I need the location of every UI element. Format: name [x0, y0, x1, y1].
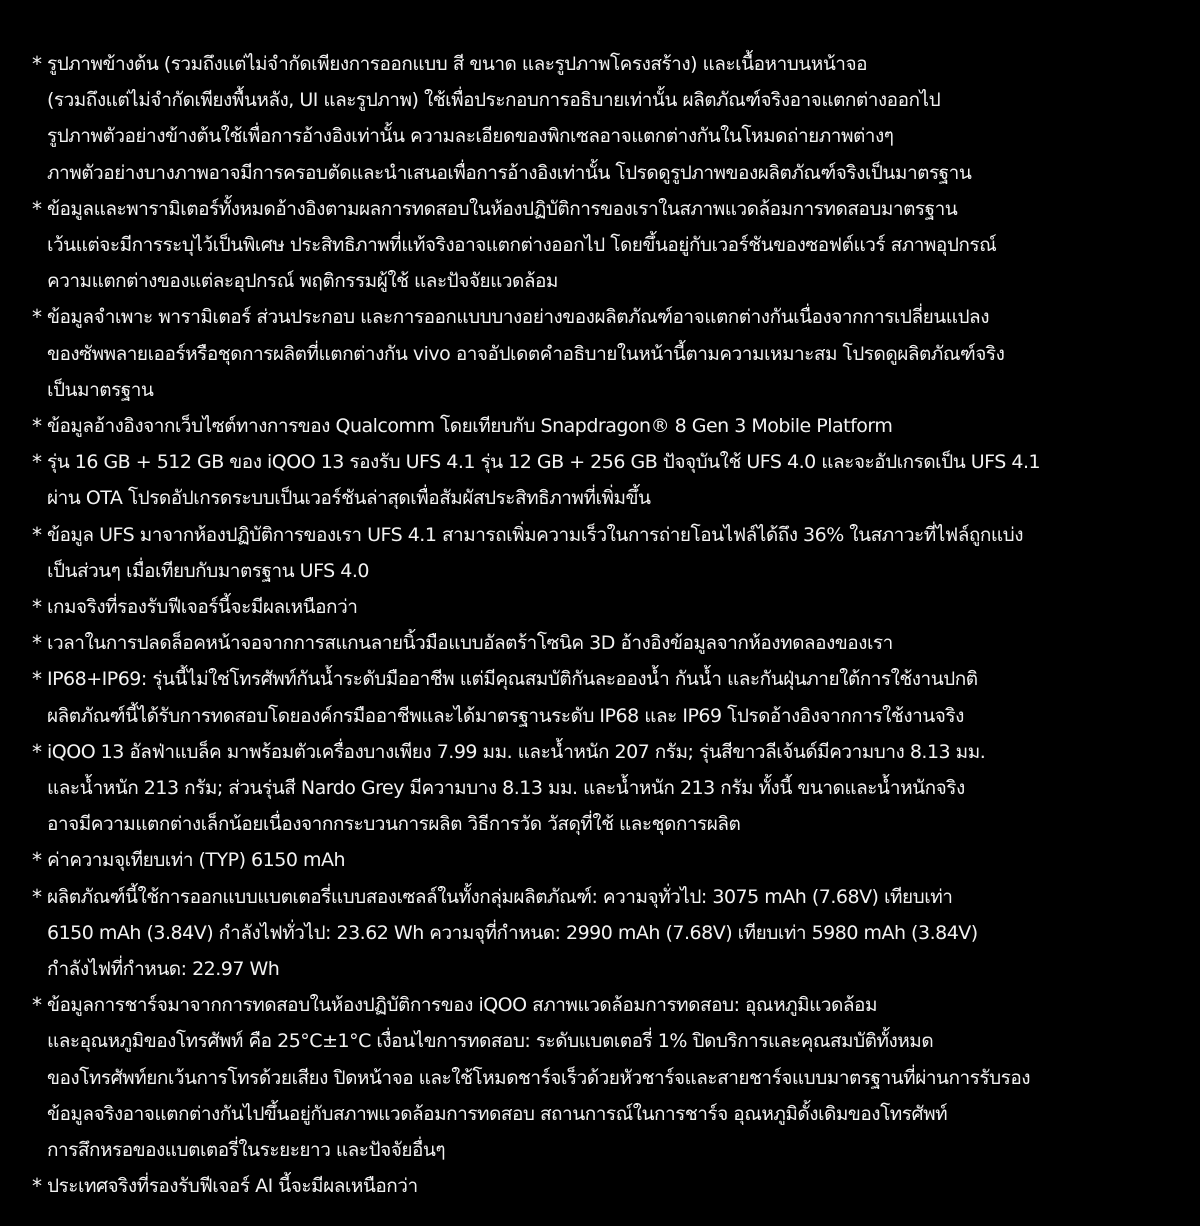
disclaimer-note: [32, 987, 1152, 1168]
asterisk-bullet: *: [32, 414, 42, 439]
asterisk-bullet: *: [32, 993, 42, 1018]
disclaimer-note: [32, 842, 1152, 878]
asterisk-bullet: *: [32, 595, 42, 620]
disclaimer-note-line: กำลังไฟที่กำหนด: 22.97 Wh: [47, 958, 280, 981]
asterisk-bullet: *: [32, 667, 42, 692]
disclaimer-note-line: รูปภาพตัวอย่างข้างต้นใช้เพื่อการอ้างอิงเท่านั้น ความละเอียดของพิกเซลอาจแตกต่างกันในโหมดถ่ายภาพต่างๆ: [47, 125, 894, 148]
disclaimer-note-line: เป็นมาตรฐาน: [47, 378, 154, 401]
disclaimer-note: [32, 46, 1152, 191]
disclaimer-note-line: ผ่าน OTA โปรดอัปเกรดระบบเป็นเวอร์ชันล่าสุดเพื่อสัมผัสประสิทธิภาพที่เพิ่มขึ้น: [47, 487, 651, 510]
disclaimer-note-line: ข้อมูลการชาร์จมาจากการทดสอบในห้องปฏิบัติการของ iQOO สภาพแวดล้อมการทดสอบ: อุณหภูมิแวดล้อม: [47, 994, 877, 1017]
disclaimer-note: [32, 299, 1152, 408]
asterisk-bullet: *: [32, 631, 42, 656]
disclaimer-note-line: เวลาในการปลดล็อคหน้าจอจากการสแกนลายนิ้วมือแบบอัลตร้าโซนิค 3D อ้างอิงข้อมูลจากห้องทดลองของเรา: [47, 632, 893, 655]
disclaimer-notes-list: [32, 46, 1152, 1205]
disclaimer-note: [32, 408, 1152, 444]
asterisk-bullet: *: [32, 848, 42, 873]
asterisk-bullet: *: [32, 450, 42, 475]
disclaimer-note: [32, 191, 1152, 300]
disclaimer-note-line: (รวมถึงแต่ไม่จำกัดเพียงพื้นหลัง, UI และรูปภาพ) ใช้เพื่อประกอบการอธิบายเท่านั้น ผลิตภัณฑ์จริงอาจแตกต่างออกไป: [47, 89, 941, 112]
disclaimer-note-line: ผลิตภัณฑ์นี้ได้รับการทดสอบโดยองค์กรมืออาชีพและได้มาตรฐานระดับ IP68 และ IP69 โปรดอ้างอิงจากการใช้งานจริง: [47, 704, 964, 727]
disclaimer-note-line: ความแตกต่างของแต่ละอุปกรณ์ พฤติกรรมผู้ใช้ และปัจจัยแวดล้อม: [47, 270, 558, 293]
disclaimer-note-line: ผลิตภัณฑ์นี้ใช้การออกแบบแบตเตอรี่แบบสองเซลล์ในทั้งกลุ่มผลิตภัณฑ์: ความจุทั่วไป: 3075 mAh (7.68V) เทียบเท่า: [47, 885, 953, 908]
disclaimer-note-line: iQOO 13 อัลฟ่าแบล็ค มาพร้อมตัวเครื่องบางเพียง 7.99 มม. และน้ำหนัก 207 กรัม; รุ่นสีขาวลีเจ้นด์มีความบาง 8.13 มม.: [47, 740, 986, 763]
asterisk-bullet: *: [32, 739, 42, 764]
disclaimer-note-line: 6150 mAh (3.84V) กำลังไฟทั่วไป: 23.62 Wh ความจุที่กำหนด: 2990 mAh (7.68V) เทียบเท่า 5980 mAh (3.84V): [47, 921, 978, 944]
disclaimer-note-line: ภาพตัวอย่างบางภาพอาจมีการครอบตัดและนำเสนอเพื่อการอ้างอิงเท่านั้น โปรดดูรูปภาพของผลิตภัณฑ์จริงเป็นมาตรฐาน: [47, 161, 972, 184]
asterisk-bullet: *: [32, 884, 42, 909]
disclaimer-note-line: ข้อมูลจริงอาจแตกต่างกันไปขึ้นอยู่กับสภาพแวดล้อมการทดสอบ สถานการณ์ในการชาร์จ อุณหภูมิดั้งเดิมของโทรศัพท์: [47, 1102, 948, 1125]
disclaimer-note: [32, 625, 1152, 661]
asterisk-bullet: *: [32, 196, 42, 221]
disclaimer-note-line: และน้ำหนัก 213 กรัม; ส่วนรุ่นสี Nardo Grey มีความบาง 8.13 มม. และน้ำหนัก 213 กรัม ทั้งนี้ ขนาดและน้ำหนักจริง: [47, 777, 965, 800]
disclaimer-note: [32, 879, 1152, 988]
disclaimer-note-line: IP68+IP69: รุ่นนี้ไม่ใช่โทรศัพท์กันน้ำระดับมืออาชีพ แต่มีคุณสมบัติกันละอองน้ำ กันน้ำ และกันฝุ่นภายใต้การใช้งานปกติ: [47, 668, 978, 691]
disclaimer-note-line: ของโทรศัพท์ยกเว้นการโทรด้วยเสียง ปิดหน้าจอ และใช้โหมดชาร์จเร็วด้วยหัวชาร์จและสายชาร์จแบบมาตรฐานที่ผ่านการรับรอง: [47, 1066, 1031, 1089]
disclaimer-note-line: รุ่น 16 GB + 512 GB ของ iQOO 13 รองรับ UFS 4.1 รุ่น 12 GB + 256 GB ปัจจุบันใช้ UFS 4.0 และจะอัปเกรดเป็น UFS 4.1: [47, 451, 1041, 474]
asterisk-bullet: *: [32, 1174, 42, 1199]
disclaimer-note-line: รูปภาพข้างต้น (รวมถึงแต่ไม่จำกัดเพียงการออกแบบ สี ขนาด และรูปภาพโครงสร้าง) และเนื้อหาบนหน้าจอ: [47, 53, 868, 75]
disclaimer-note: [32, 734, 1152, 843]
disclaimer-note-line: เว้นแต่จะมีการระบุไว้เป็นพิเศษ ประสิทธิภาพที่แท้จริงอาจแตกต่างออกไป โดยขึ้นอยู่กับเวอร์ชันของซอฟต์แวร์ สภาพอุปกรณ์: [47, 234, 997, 257]
disclaimer-note-line: เกมจริงที่รองรับฟีเจอร์นี้จะมีผลเหนือกว่า: [47, 596, 358, 619]
disclaimer-note: [32, 444, 1152, 516]
disclaimer-note-line: เป็นส่วนๆ เมื่อเทียบกับมาตรฐาน UFS 4.0: [47, 559, 369, 582]
disclaimer-note: [32, 517, 1152, 589]
disclaimer-note-line: และอุณหภูมิของโทรศัพท์ คือ 25°C±1°C เงื่อนไขการทดสอบ: ระดับแบตเตอรี่ 1% ปิดบริการและคุณสมบัติทั้งหมด: [47, 1030, 934, 1053]
disclaimer-note-line: การสึกหรอของแบตเตอรี่ในระยะยาว และปัจจัยอื่นๆ: [47, 1139, 446, 1162]
disclaimer-note-line: ค่าความจุเทียบเท่า (TYP) 6150 mAh: [47, 849, 345, 872]
disclaimer-note-line: ของซัพพลายเออร์หรือชุดการผลิตที่แตกต่างกัน vivo อาจอัปเดตคำอธิบายในหน้านี้ตามความเหมาะสม โปรดดูผลิตภัณฑ์จริง: [47, 342, 1005, 365]
disclaimer-note-line: ข้อมูลอ้างอิงจากเว็บไซต์ทางการของ Qualcomm โดยเทียบกับ Snapdragon® 8 Gen 3 Mobile Platform: [47, 415, 893, 438]
disclaimer-note-line: อาจมีความแตกต่างเล็กน้อยเนื่องจากกระบวนการผลิต วิธีการวัด วัสดุที่ใช้ และชุดการผลิต: [47, 813, 741, 836]
disclaimer-note-line: ข้อมูลจำเพาะ พารามิเตอร์ ส่วนประกอบ และการออกแบบบางอย่างของผลิตภัณฑ์อาจแตกต่างกันเนื่องจากการเปลี่ยนแปลง: [47, 306, 989, 329]
asterisk-bullet: *: [32, 522, 42, 547]
disclaimer-note-line: ข้อมูลและพารามิเตอร์ทั้งหมดอ้างอิงตามผลการทดสอบในห้องปฏิบัติการของเราในสภาพแวดล้อมการทดสอบมาตรฐาน: [47, 197, 958, 220]
disclaimer-note-line: ประเทศจริงที่รองรับฟีเจอร์ AI นี้จะมีผลเหนือกว่า: [47, 1175, 418, 1198]
disclaimer-note: [32, 589, 1152, 625]
disclaimer-note-line: ข้อมูล UFS มาจากห้องปฏิบัติการของเรา UFS 4.1 สามารถเพิ่มความเร็วในการถ่ายโอนไฟล์ได้ถึง 36% ในสภาวะที่ไฟล์ถูกแบ่ง: [47, 523, 1023, 546]
disclaimer-note: [32, 661, 1152, 733]
disclaimer-note: [32, 1168, 1152, 1204]
asterisk-bullet: *: [32, 305, 42, 330]
asterisk-bullet: *: [32, 52, 42, 76]
